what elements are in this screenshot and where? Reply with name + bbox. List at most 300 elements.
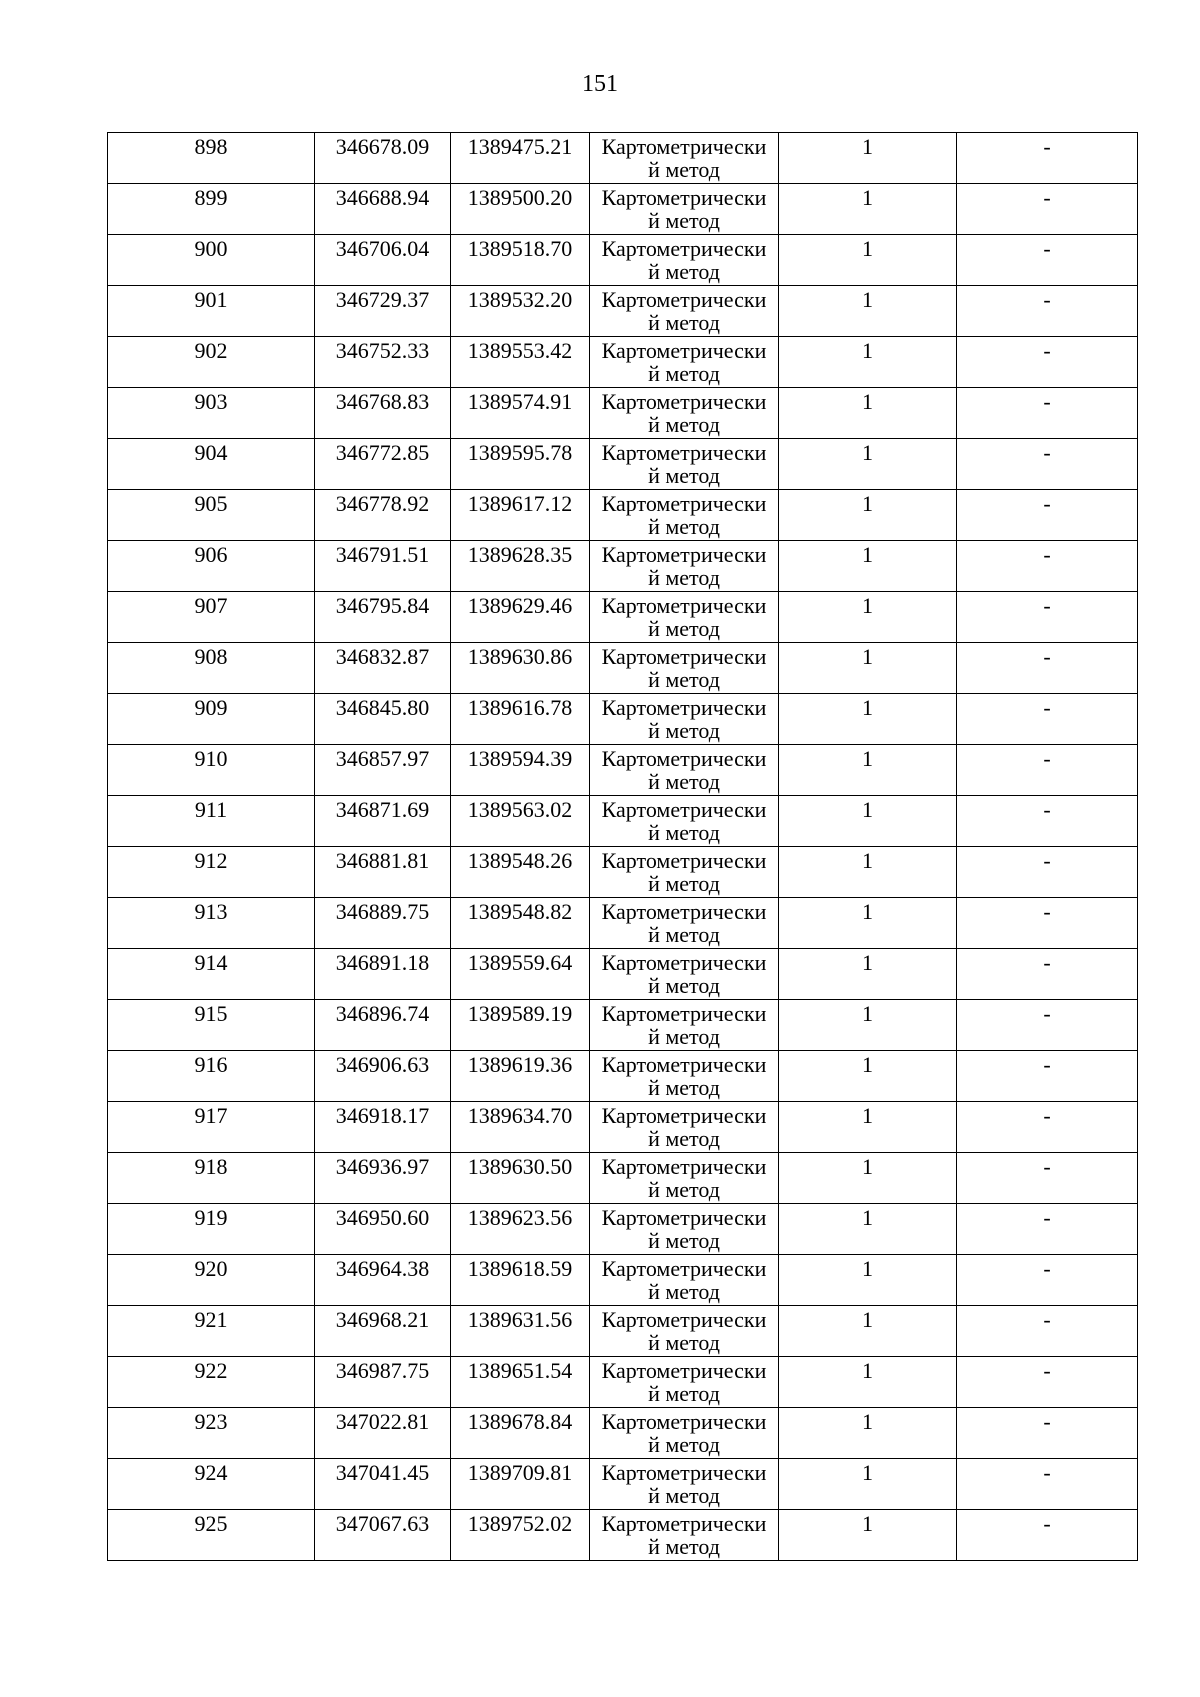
count-cell [779,1306,957,1357]
method-cell [590,898,779,949]
method-line-2: й метод [648,769,720,794]
y-coordinate-cell [451,949,590,1000]
table-row [108,949,1138,1000]
y-coordinate-cell [451,1510,590,1561]
x-coordinate-cell [315,286,451,337]
dash-cell [957,1510,1138,1561]
y-coordinate-cell [451,1153,590,1204]
count-cell-text: 1 [862,797,873,822]
coordinates-table [107,132,1138,1561]
y-coordinate-cell [451,1459,590,1510]
method-line-2: й метод [648,973,720,998]
point-number-cell-text: 921 [194,1307,228,1332]
table-row [108,388,1138,439]
method-cell [590,796,779,847]
y-coordinate-cell-text: 1389595.78 [467,440,573,465]
count-cell [779,1255,957,1306]
x-coordinate-cell [315,133,451,184]
count-cell-text: 1 [862,1460,873,1485]
y-coordinate-cell-text: 1389589.19 [467,1001,573,1026]
count-cell [779,592,957,643]
table-row [108,1306,1138,1357]
x-coordinate-cell [315,388,451,439]
method-line-1: Картометрически [601,1001,767,1026]
method-line-1: Картометрически [601,1205,767,1230]
method-line-1: Картометрически [601,1460,767,1485]
method-line-1: Картометрически [601,542,767,567]
y-coordinate-cell [451,1408,590,1459]
x-coordinate-cell [315,592,451,643]
count-cell-text: 1 [862,1001,873,1026]
dash-cell [957,1255,1138,1306]
point-number-cell [108,235,315,286]
y-coordinate-cell [451,1051,590,1102]
table-row [108,1051,1138,1102]
method-line-1: Картометрически [601,848,767,873]
method-line-2: й метод [648,718,720,743]
method-cell [590,1357,779,1408]
method-line-2: й метод [648,1330,720,1355]
count-cell [779,949,957,1000]
point-number-cell-text: 905 [194,491,228,516]
y-coordinate-cell-text: 1389617.12 [467,491,573,516]
method-line-2: й метод [648,208,720,233]
method-cell [590,541,779,592]
table-row [108,286,1138,337]
x-coordinate-cell-text: 347022.81 [335,1409,430,1434]
method-text [590,1000,778,1050]
count-cell-text: 1 [862,746,873,771]
point-number-cell [108,1408,315,1459]
point-number-cell-text: 919 [194,1205,228,1230]
dash-cell-text: - [1043,1307,1051,1332]
point-number-cell-text: 902 [194,338,228,363]
point-number-cell-text: 911 [194,797,228,822]
point-number-cell [108,1153,315,1204]
point-number-cell-text: 908 [194,644,228,669]
method-cell [590,745,779,796]
x-coordinate-cell-text: 346968.21 [335,1307,430,1332]
x-coordinate-cell [315,1510,451,1561]
count-cell-text: 1 [862,440,873,465]
table-row [108,1000,1138,1051]
page-number: 151 [582,71,618,97]
dash-cell-text: - [1043,695,1051,720]
point-number-cell-text: 917 [194,1103,228,1128]
method-text [590,388,778,438]
count-cell-text: 1 [862,1358,873,1383]
y-coordinate-cell-text: 1389628.35 [467,542,573,567]
dash-cell [957,541,1138,592]
y-coordinate-cell [451,1204,590,1255]
table-row [108,337,1138,388]
method-line-2: й метод [648,871,720,896]
count-cell [779,133,957,184]
dash-cell-text: - [1043,1460,1051,1485]
y-coordinate-cell [451,235,590,286]
y-coordinate-cell-text: 1389709.81 [467,1460,573,1485]
method-line-2: й метод [648,361,720,386]
point-number-cell-text: 912 [194,848,228,873]
method-line-1: Картометрически [601,797,767,822]
point-number-cell-text: 914 [194,950,228,975]
table-row [108,1510,1138,1561]
count-cell-text: 1 [862,1154,873,1179]
y-coordinate-cell-text: 1389618.59 [467,1256,573,1281]
x-coordinate-cell-text: 346906.63 [335,1052,430,1077]
count-cell [779,490,957,541]
method-line-2: й метод [648,1381,720,1406]
x-coordinate-cell [315,1306,451,1357]
table-row [108,592,1138,643]
x-coordinate-cell [315,235,451,286]
count-cell [779,1153,957,1204]
y-coordinate-cell-text: 1389500.20 [467,185,573,210]
y-coordinate-cell-text: 1389629.46 [467,593,573,618]
method-line-1: Картометрически [601,389,767,414]
point-number-cell-text: 924 [194,1460,228,1485]
count-cell [779,1510,957,1561]
x-coordinate-cell-text: 347067.63 [335,1511,430,1536]
method-line-1: Картометрически [601,899,767,924]
point-number-cell-text: 910 [194,746,228,771]
point-number-cell-text: 904 [194,440,228,465]
y-coordinate-cell-text: 1389563.02 [467,797,573,822]
x-coordinate-cell-text: 347041.45 [335,1460,430,1485]
x-coordinate-cell-text: 346950.60 [335,1205,430,1230]
table-row [108,541,1138,592]
dash-cell-text: - [1043,389,1051,414]
table-row [108,235,1138,286]
y-coordinate-cell [451,133,590,184]
table-body [108,133,1138,1561]
table-row [108,898,1138,949]
dash-cell-text: - [1043,746,1051,771]
dash-cell [957,643,1138,694]
method-cell [590,439,779,490]
method-cell [590,643,779,694]
x-coordinate-cell [315,745,451,796]
dash-cell [957,1204,1138,1255]
count-cell [779,1357,957,1408]
y-coordinate-cell-text: 1389630.50 [467,1154,573,1179]
point-number-cell [108,1306,315,1357]
y-coordinate-cell [451,1306,590,1357]
point-number-cell-text: 920 [194,1256,228,1281]
count-cell-text: 1 [862,542,873,567]
method-cell [590,694,779,745]
x-coordinate-cell-text: 346964.38 [335,1256,430,1281]
method-cell [590,490,779,541]
count-cell-text: 1 [862,848,873,873]
count-cell [779,1408,957,1459]
method-text [590,898,778,948]
point-number-cell [108,1204,315,1255]
point-number-cell [108,388,315,439]
count-cell [779,541,957,592]
method-cell [590,388,779,439]
y-coordinate-cell [451,592,590,643]
method-line-2: й метод [648,1279,720,1304]
method-line-2: й метод [648,157,720,182]
x-coordinate-cell [315,1000,451,1051]
count-cell [779,1102,957,1153]
method-line-1: Картометрически [601,1256,767,1281]
y-coordinate-cell [451,1255,590,1306]
dash-cell-text: - [1043,899,1051,924]
x-coordinate-cell [315,949,451,1000]
table-row [108,643,1138,694]
dash-cell [957,337,1138,388]
x-coordinate-cell-text: 346891.18 [335,950,430,975]
x-coordinate-cell-text: 346688.94 [335,185,430,210]
count-cell-text: 1 [862,236,873,261]
point-number-cell-text: 898 [194,134,228,159]
y-coordinate-cell [451,184,590,235]
point-number-cell [108,847,315,898]
point-number-cell [108,694,315,745]
table-row [108,1153,1138,1204]
dash-cell-text: - [1043,1154,1051,1179]
y-coordinate-cell [451,286,590,337]
point-number-cell [108,949,315,1000]
x-coordinate-cell [315,337,451,388]
dash-cell [957,847,1138,898]
y-coordinate-cell-text: 1389548.26 [467,848,573,873]
point-number-cell-text: 901 [194,287,228,312]
count-cell-text: 1 [862,1409,873,1434]
count-cell-text: 1 [862,287,873,312]
dash-cell [957,694,1138,745]
method-text [590,643,778,693]
count-cell-text: 1 [862,1511,873,1536]
x-coordinate-cell [315,796,451,847]
dash-cell [957,1357,1138,1408]
dash-cell [957,1408,1138,1459]
y-coordinate-cell [451,541,590,592]
count-cell [779,235,957,286]
count-cell-text: 1 [862,134,873,159]
method-text [590,694,778,744]
count-cell-text: 1 [862,950,873,975]
x-coordinate-cell [315,490,451,541]
method-line-2: й метод [648,310,720,335]
point-number-cell [108,898,315,949]
point-number-cell [108,1102,315,1153]
method-line-1: Картометрически [601,950,767,975]
dash-cell [957,949,1138,1000]
method-text [590,745,778,795]
point-number-cell-text: 925 [194,1511,228,1536]
y-coordinate-cell [451,1000,590,1051]
dash-cell [957,439,1138,490]
table-row [108,1459,1138,1510]
x-coordinate-cell [315,1153,451,1204]
method-line-1: Картометрически [601,644,767,669]
table-row [108,184,1138,235]
point-number-cell [108,286,315,337]
dash-cell [957,1051,1138,1102]
x-coordinate-cell-text: 346772.85 [335,440,430,465]
method-cell [590,1153,779,1204]
method-line-2: й метод [648,922,720,947]
x-coordinate-cell [315,694,451,745]
count-cell [779,1204,957,1255]
point-number-cell [108,1255,315,1306]
x-coordinate-cell [315,184,451,235]
method-cell [590,949,779,1000]
table-row [108,439,1138,490]
method-cell [590,1459,779,1510]
x-coordinate-cell-text: 346791.51 [335,542,430,567]
method-text [590,133,778,183]
method-line-2: й метод [648,412,720,437]
dash-cell [957,1459,1138,1510]
y-coordinate-cell-text: 1389752.02 [467,1511,573,1536]
y-coordinate-cell [451,439,590,490]
method-cell [590,1204,779,1255]
x-coordinate-cell [315,847,451,898]
y-coordinate-cell-text: 1389553.42 [467,338,573,363]
method-line-1: Картометрически [601,491,767,516]
table-row [108,1204,1138,1255]
method-line-2: й метод [648,1126,720,1151]
count-cell [779,1051,957,1102]
y-coordinate-cell [451,745,590,796]
method-line-1: Картометрически [601,338,767,363]
y-coordinate-cell-text: 1389631.56 [467,1307,573,1332]
y-coordinate-cell-text: 1389619.36 [467,1052,573,1077]
y-coordinate-cell-text: 1389475.21 [467,134,573,159]
count-cell-text: 1 [862,185,873,210]
method-line-2: й метод [648,616,720,641]
point-number-cell-text: 915 [194,1001,228,1026]
y-coordinate-cell [451,388,590,439]
point-number-cell-text: 922 [194,1358,228,1383]
method-text [590,1408,778,1458]
dash-cell-text: - [1043,338,1051,363]
point-number-cell [108,439,315,490]
y-coordinate-cell-text: 1389548.82 [467,899,573,924]
y-coordinate-cell [451,898,590,949]
method-text [590,286,778,336]
method-line-1: Картометрически [601,1052,767,1077]
method-text [590,1459,778,1509]
dash-cell-text: - [1043,542,1051,567]
count-cell-text: 1 [862,338,873,363]
x-coordinate-cell-text: 346778.92 [335,491,430,516]
dash-cell-text: - [1043,797,1051,822]
dash-cell-text: - [1043,1409,1051,1434]
point-number-cell [108,796,315,847]
point-number-cell [108,643,315,694]
method-line-2: й метод [648,1432,720,1457]
dash-cell [957,745,1138,796]
dash-cell-text: - [1043,134,1051,159]
table-row [108,490,1138,541]
point-number-cell [108,1510,315,1561]
method-line-2: й метод [648,1534,720,1559]
y-coordinate-cell [451,490,590,541]
dash-cell-text: - [1043,287,1051,312]
method-cell [590,1306,779,1357]
method-cell [590,235,779,286]
dash-cell-text: - [1043,491,1051,516]
dash-cell-text: - [1043,1001,1051,1026]
count-cell-text: 1 [862,389,873,414]
count-cell [779,847,957,898]
count-cell-text: 1 [862,491,873,516]
dash-cell-text: - [1043,593,1051,618]
dash-cell-text: - [1043,1358,1051,1383]
x-coordinate-cell [315,898,451,949]
point-number-cell-text: 913 [194,899,228,924]
dash-cell-text: - [1043,644,1051,669]
table-row [108,694,1138,745]
method-text [590,490,778,540]
dash-cell-text: - [1043,440,1051,465]
point-number-cell [108,133,315,184]
point-number-cell-text: 900 [194,236,228,261]
count-cell [779,898,957,949]
y-coordinate-cell [451,1357,590,1408]
dash-cell-text: - [1043,848,1051,873]
dash-cell-text: - [1043,950,1051,975]
method-text [590,337,778,387]
point-number-cell-text: 903 [194,389,228,414]
count-cell-text: 1 [862,1052,873,1077]
dash-cell-text: - [1043,1511,1051,1536]
table-row [108,1102,1138,1153]
method-line-1: Картометрически [601,440,767,465]
y-coordinate-cell-text: 1389634.70 [467,1103,573,1128]
point-number-cell-text: 923 [194,1409,228,1434]
method-text [590,184,778,234]
point-number-cell [108,1357,315,1408]
y-coordinate-cell-text: 1389616.78 [467,695,573,720]
method-line-2: й метод [648,1228,720,1253]
method-line-1: Картометрически [601,695,767,720]
y-coordinate-cell-text: 1389574.91 [467,389,573,414]
method-line-2: й метод [648,1483,720,1508]
method-text [590,1357,778,1407]
method-line-2: й метод [648,667,720,692]
x-coordinate-cell [315,1102,451,1153]
dash-cell [957,592,1138,643]
table-row [108,1357,1138,1408]
point-number-cell-text: 918 [194,1154,228,1179]
count-cell [779,286,957,337]
dash-cell-text: - [1043,1205,1051,1230]
point-number-cell [108,745,315,796]
dash-cell [957,796,1138,847]
method-text [590,1306,778,1356]
table-row [108,133,1138,184]
dash-cell [957,133,1138,184]
point-number-cell-text: 909 [194,695,228,720]
count-cell [779,337,957,388]
count-cell-text: 1 [862,695,873,720]
x-coordinate-cell [315,1255,451,1306]
y-coordinate-cell-text: 1389630.86 [467,644,573,669]
dash-cell [957,1000,1138,1051]
method-line-1: Картометрически [601,1358,767,1383]
method-cell [590,1000,779,1051]
point-number-cell [108,1051,315,1102]
method-text [590,592,778,642]
count-cell [779,439,957,490]
method-line-1: Картометрически [601,185,767,210]
